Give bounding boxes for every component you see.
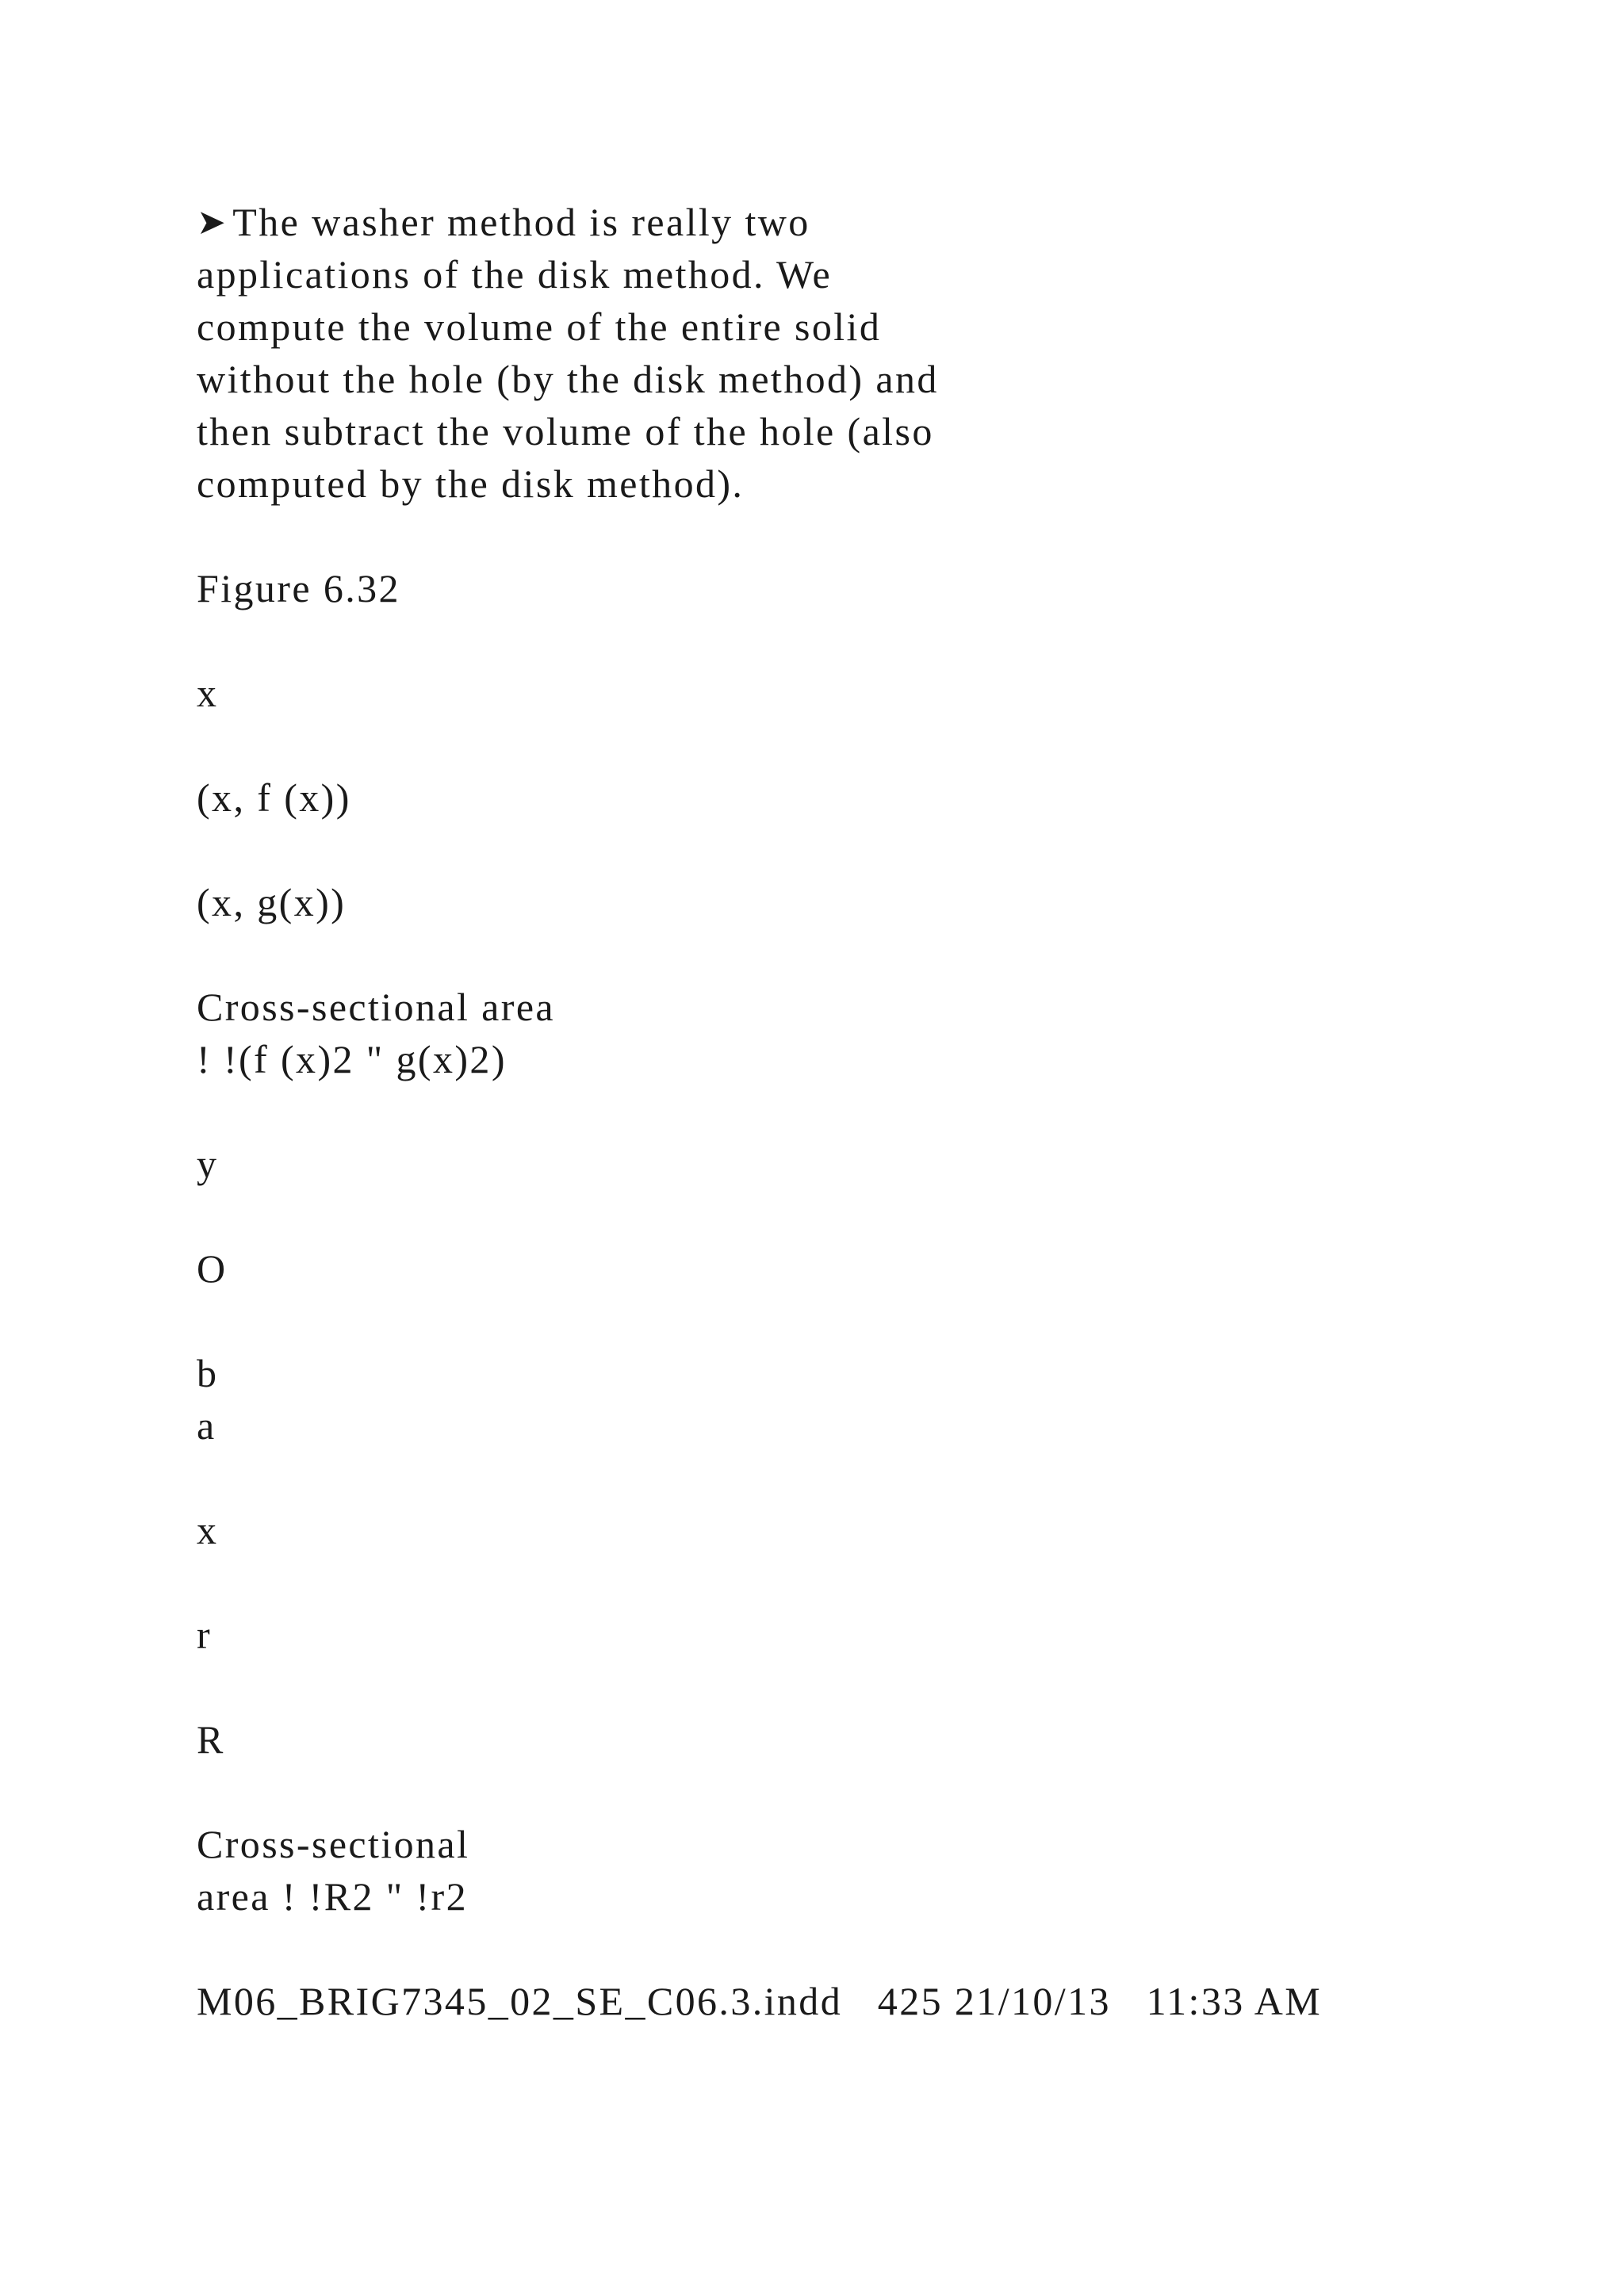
label-b: b <box>197 1351 219 1395</box>
label-x-axis-1: x <box>197 671 219 715</box>
paragraph-line-1-text: The washer method is really two <box>232 200 810 244</box>
label-a: a <box>197 1403 216 1448</box>
label-point-g: (x, g(x)) <box>197 880 347 924</box>
label-area-title-2: Cross-sectional <box>197 1822 470 1866</box>
right-arrowhead-icon: ➤ <box>197 202 228 243</box>
label-y-axis: y <box>197 1142 219 1186</box>
figure-caption: Figure 6.32 <box>197 566 400 610</box>
paragraph-line-3: compute the volume of the entire solid <box>197 304 882 349</box>
paragraph-line-6: computed by the disk method). <box>197 461 745 506</box>
label-area-formula-2: area ! !R2 " !r2 <box>197 1874 468 1919</box>
label-area-formula-1: ! !(f (x)2 " g(x)2) <box>197 1037 507 1081</box>
label-origin: O <box>197 1246 228 1291</box>
label-inner-radius: r <box>197 1613 213 1657</box>
paragraph-line-4: without the hole (by the disk method) and <box>197 357 939 401</box>
label-outer-radius: R <box>197 1717 225 1762</box>
footer-file-info: M06_BRIG7345_02_SE_C06.3.indd 425 21/10/13 11:33 AM <box>197 1979 1323 2023</box>
paragraph-line-1 <box>197 196 810 251</box>
paragraph-line-5: then subtract the volume of the hole (also <box>197 409 934 453</box>
paragraph-line-2: applications of the disk method. We <box>197 252 833 297</box>
label-area-title-1: Cross-sectional area <box>197 985 556 1029</box>
label-point-f: (x, f (x)) <box>197 775 351 820</box>
label-x-axis-2: x <box>197 1508 219 1552</box>
